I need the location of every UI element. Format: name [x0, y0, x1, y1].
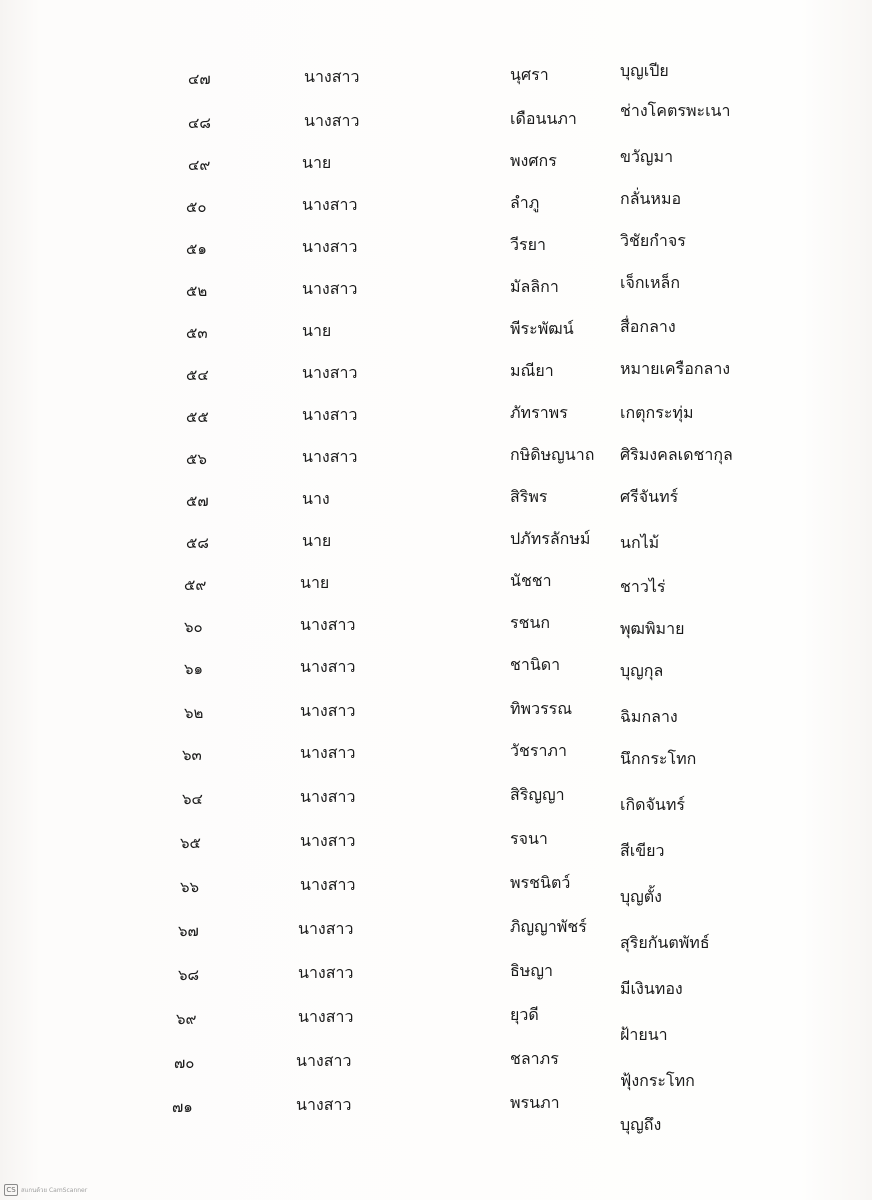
- row-number: ๖๔: [182, 790, 203, 808]
- name-title: นาย: [302, 153, 332, 172]
- row-number: ๗๑: [172, 1098, 193, 1116]
- row-number: ๖๖: [180, 878, 200, 896]
- table-row: [0, 874, 872, 904]
- last-name: บุญเปีย: [620, 61, 669, 80]
- name-title: นางสาว: [298, 963, 354, 982]
- last-name: ฝ้ายนา: [620, 1025, 668, 1044]
- first-name: มณียา: [510, 361, 554, 380]
- row-number: ๖๓: [182, 746, 202, 764]
- name-title: นาย: [302, 321, 332, 340]
- table-row: [0, 273, 872, 308]
- row-number: ๕๘: [186, 534, 209, 552]
- first-name: นุศรา: [510, 65, 549, 84]
- name-title: นางสาว: [300, 787, 356, 806]
- last-name: สุริยกันตพัทธ์: [620, 933, 710, 952]
- first-name: กษิดิษญนาถ: [510, 445, 595, 464]
- row-number: ๕๕: [186, 408, 209, 426]
- last-name: บุญตั้ง: [620, 887, 662, 906]
- table-row: [0, 961, 872, 998]
- table-row: [0, 61, 872, 96]
- first-name: ลำภู: [510, 193, 540, 212]
- row-number: ๖๙: [176, 1010, 197, 1028]
- first-name: รจนา: [510, 829, 548, 848]
- last-name: สื่อกลาง: [620, 317, 676, 336]
- camscanner-logo-icon: CS: [4, 1184, 18, 1196]
- table-row: [0, 488, 872, 518]
- first-name: ภิญญาพัชร์: [510, 917, 587, 936]
- row-number: ๖๒: [184, 704, 204, 722]
- name-title: นางสาว: [300, 831, 356, 850]
- first-name: รชนก: [510, 613, 551, 632]
- last-name: ขวัญมา: [620, 147, 674, 166]
- row-number: ๕๑: [186, 240, 207, 258]
- row-number: ๕๔: [186, 366, 209, 384]
- last-name: มีเงินทอง: [620, 979, 683, 998]
- last-name: ฟุ้งกระโทก: [620, 1071, 695, 1090]
- last-name: เกตุกระทุ่ม: [620, 403, 694, 422]
- table-row: [0, 101, 872, 140]
- last-name: นกไม้: [620, 533, 660, 552]
- row-number: ๗๐: [174, 1054, 195, 1072]
- table-row: [0, 147, 872, 182]
- table-row: [0, 786, 872, 816]
- last-name: หมายเครือกลาง: [620, 359, 731, 378]
- first-name: พรชนิตว์: [510, 873, 571, 892]
- row-number: ๕๒: [186, 282, 208, 300]
- table-row: [0, 359, 872, 392]
- first-name: ยุวดี: [510, 1005, 539, 1024]
- first-name: ชานิดา: [510, 655, 561, 674]
- camscanner-text: สแกนด้วย CamScanner: [21, 1187, 88, 1194]
- last-name: บุญถึง: [620, 1115, 662, 1134]
- last-name: บุญกุล: [620, 661, 664, 680]
- name-title: นางสาว: [300, 657, 356, 676]
- table-row: [0, 404, 872, 434]
- row-number: ๕๗: [186, 492, 209, 510]
- first-name: พรนภา: [510, 1093, 560, 1112]
- name-title: นางสาว: [302, 237, 358, 256]
- row-number: ๕๓: [186, 324, 208, 342]
- first-name: สิริพร: [510, 487, 548, 506]
- last-name: ศรีจันทร์: [620, 487, 679, 506]
- table-row: [0, 446, 872, 476]
- table-row: [0, 530, 872, 560]
- table-row: [0, 317, 872, 350]
- name-title: นางสาว: [302, 363, 358, 382]
- last-name: กลั่นหมอ: [620, 189, 682, 208]
- last-name: สีเขียว: [620, 841, 665, 860]
- name-title: นางสาว: [300, 743, 356, 762]
- name-title: นางสาว: [300, 875, 356, 894]
- last-name: เจ็กเหล็ก: [620, 273, 681, 292]
- table-row: [0, 1093, 872, 1134]
- last-name: นึกกระโทก: [620, 749, 697, 768]
- row-number: ๖๑: [184, 660, 204, 678]
- name-title: นาย: [302, 531, 332, 550]
- row-number: ๖๘: [178, 966, 200, 984]
- row-number: ๖๐: [184, 618, 203, 636]
- first-name: วีรยา: [510, 235, 546, 254]
- table-row: [0, 830, 872, 860]
- name-title: นางสาว: [296, 1095, 352, 1114]
- name-title: นางสาว: [304, 111, 360, 130]
- row-number: ๖๕: [180, 834, 201, 852]
- name-title: นาย: [300, 573, 330, 592]
- first-name: ชลาภร: [510, 1049, 559, 1068]
- table-row: [0, 231, 872, 266]
- first-name: ธิษญา: [510, 961, 553, 980]
- last-name: เกิดจันทร์: [620, 795, 685, 814]
- first-name: มัลลิกา: [510, 277, 559, 296]
- first-name: ทิพวรรณ: [510, 699, 573, 718]
- row-number: ๔๘: [188, 114, 211, 132]
- table-row: [0, 917, 872, 952]
- first-name: วัชราภา: [510, 741, 567, 760]
- last-name: ศิริมงคลเดชากุล: [620, 445, 733, 464]
- last-name: ช่างโคตรพะเนา: [620, 101, 731, 120]
- row-number: ๖๗: [178, 922, 199, 940]
- row-number: ๕๙: [184, 576, 207, 594]
- name-title: นางสาว: [298, 919, 354, 938]
- name-title: นางสาว: [296, 1051, 352, 1070]
- last-name: พุฒพิมาย: [620, 619, 685, 638]
- name-title: นางสาว: [302, 405, 358, 424]
- table-row: [0, 572, 872, 602]
- table-row: [0, 1005, 872, 1044]
- first-name: เดือนนภา: [510, 109, 577, 128]
- last-name: ชาวไร่: [620, 577, 666, 596]
- name-title: นางสาว: [302, 447, 358, 466]
- name-title: นางสาว: [302, 279, 358, 298]
- first-name: พีระพัฒน์: [510, 319, 574, 338]
- table-row: [0, 700, 872, 730]
- name-title: นางสาว: [300, 615, 356, 634]
- name-title: นางสาว: [298, 1007, 354, 1026]
- first-name: พงศกร: [510, 151, 557, 170]
- table-row: [0, 656, 872, 686]
- row-number: ๕๐: [186, 198, 207, 216]
- name-title: นางสาว: [302, 195, 358, 214]
- table-row: [0, 1049, 872, 1090]
- name-title: นางสาว: [304, 67, 360, 86]
- name-title: นาง: [302, 489, 330, 508]
- row-number: ๕๖: [186, 450, 207, 468]
- last-name: ฉิมกลาง: [620, 707, 678, 726]
- first-name: ปภัทรลักษม์: [510, 529, 591, 548]
- table-row: [0, 614, 872, 644]
- first-name: สิริญญา: [510, 785, 565, 804]
- camscanner-watermark: [4, 1184, 87, 1196]
- row-number: ๔๗: [188, 70, 211, 88]
- last-name: วิชัยกำจร: [620, 231, 686, 250]
- name-title: นางสาว: [300, 701, 356, 720]
- row-number: ๔๙: [188, 156, 211, 174]
- table-row: [0, 742, 872, 772]
- first-name: นัชชา: [510, 571, 552, 590]
- first-name: ภัทราพร: [510, 403, 568, 422]
- table-row: [0, 189, 872, 224]
